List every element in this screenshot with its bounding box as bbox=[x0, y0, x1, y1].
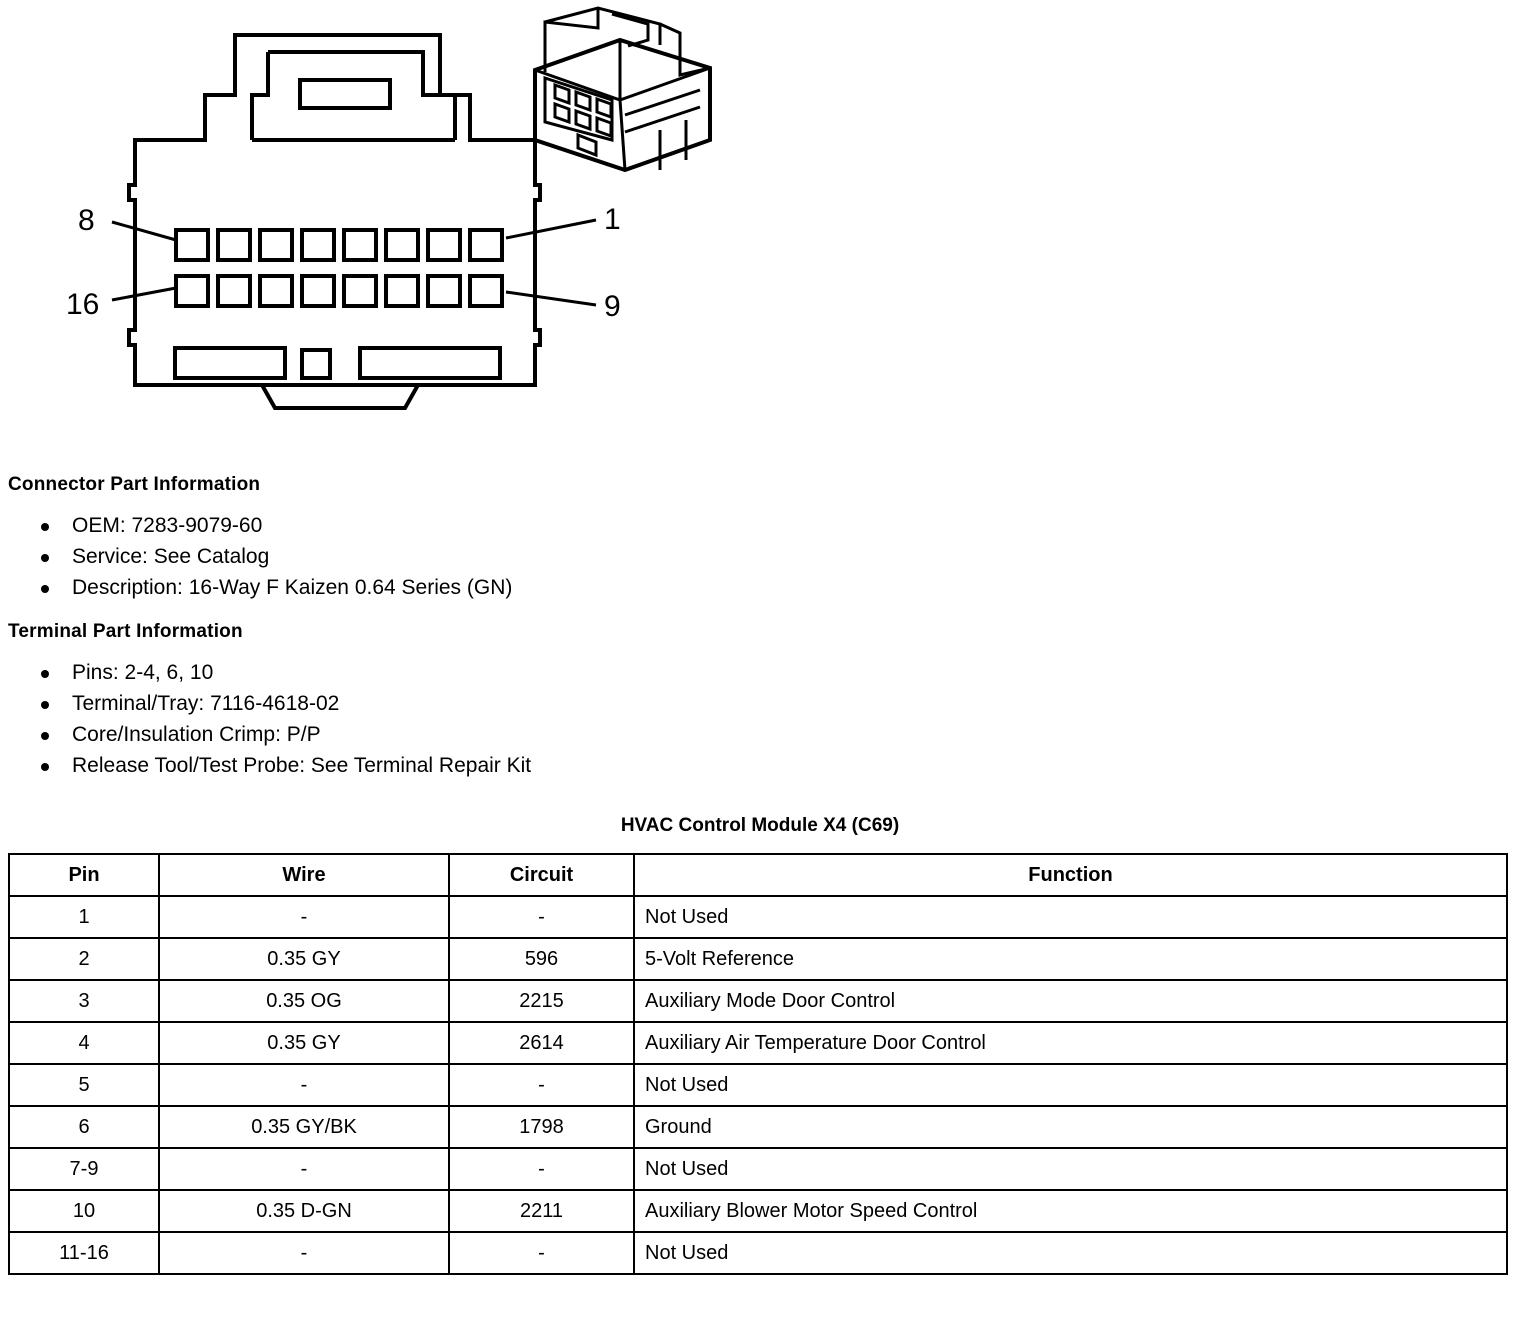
cell-pin: 3 bbox=[9, 980, 159, 1022]
cell-circuit: - bbox=[449, 896, 634, 938]
list-item: Release Tool/Test Probe: See Terminal Repair Kit bbox=[8, 750, 1520, 781]
cell-pin: 7-9 bbox=[9, 1148, 159, 1190]
cell-circuit: 2211 bbox=[449, 1190, 634, 1232]
connector-diagram bbox=[0, 0, 1520, 460]
cell-wire: - bbox=[159, 896, 449, 938]
pin-label-16: 16 bbox=[66, 288, 100, 321]
cell-wire: 0.35 GY bbox=[159, 938, 449, 980]
cell-function: Auxiliary Blower Motor Speed Control bbox=[634, 1190, 1507, 1232]
column-header-wire: Wire bbox=[159, 854, 449, 896]
cell-pin: 10 bbox=[9, 1190, 159, 1232]
table-header-row bbox=[9, 854, 1507, 896]
cell-pin: 5 bbox=[9, 1064, 159, 1106]
pin-label-9: 9 bbox=[604, 290, 621, 323]
cell-pin: 6 bbox=[9, 1106, 159, 1148]
table-row bbox=[9, 1148, 1507, 1190]
list-item: Terminal/Tray: 7116-4618-02 bbox=[8, 688, 1520, 719]
table-row bbox=[9, 938, 1507, 980]
cell-wire: 0.35 D-GN bbox=[159, 1190, 449, 1232]
cell-wire: - bbox=[159, 1148, 449, 1190]
cell-function: Not Used bbox=[634, 1148, 1507, 1190]
cell-function: 5-Volt Reference bbox=[634, 938, 1507, 980]
terminal-part-information-section bbox=[8, 621, 1520, 781]
pin-label-1: 1 bbox=[604, 203, 621, 236]
cell-circuit: 2614 bbox=[449, 1022, 634, 1064]
terminal-part-information-title: Terminal Part Information bbox=[8, 621, 243, 642]
table-row bbox=[9, 1190, 1507, 1232]
pin-table-title: HVAC Control Module X4 (C69) bbox=[620, 815, 900, 836]
cell-pin: 4 bbox=[9, 1022, 159, 1064]
cell-circuit: - bbox=[449, 1232, 634, 1274]
cell-circuit: - bbox=[449, 1148, 634, 1190]
cell-function: Not Used bbox=[634, 1232, 1507, 1274]
cell-wire: 0.35 OG bbox=[159, 980, 449, 1022]
terminal-part-information-list bbox=[8, 657, 1520, 781]
pin-label-8: 8 bbox=[78, 204, 95, 237]
table-row bbox=[9, 1064, 1507, 1106]
table-row bbox=[9, 1106, 1507, 1148]
cell-function: Auxiliary Air Temperature Door Control bbox=[634, 1022, 1507, 1064]
cell-circuit: 2215 bbox=[449, 980, 634, 1022]
connector-part-information-title: Connector Part Information bbox=[8, 474, 261, 495]
cell-wire: 0.35 GY/BK bbox=[159, 1106, 449, 1148]
cell-function: Not Used bbox=[634, 1064, 1507, 1106]
column-header-function: Function bbox=[634, 854, 1507, 896]
list-item: Pins: 2-4, 6, 10 bbox=[8, 657, 1520, 688]
cell-pin: 11-16 bbox=[9, 1232, 159, 1274]
cell-circuit: 1798 bbox=[449, 1106, 634, 1148]
cell-circuit: - bbox=[449, 1064, 634, 1106]
connector-part-information-section bbox=[8, 474, 1520, 603]
cell-wire: - bbox=[159, 1232, 449, 1274]
cell-function: Not Used bbox=[634, 896, 1507, 938]
cell-pin: 1 bbox=[9, 896, 159, 938]
cell-pin: 2 bbox=[9, 938, 159, 980]
cell-function: Auxiliary Mode Door Control bbox=[634, 980, 1507, 1022]
cell-wire: 0.35 GY bbox=[159, 1022, 449, 1064]
connector-illustration bbox=[0, 0, 1520, 460]
connector-part-information-list bbox=[8, 510, 1520, 603]
table-row bbox=[9, 980, 1507, 1022]
list-item: OEM: 7283-9079-60 bbox=[8, 510, 1520, 541]
pin-table bbox=[8, 853, 1508, 1275]
list-item: Description: 16-Way F Kaizen 0.64 Series (GN) bbox=[8, 572, 1520, 603]
cell-function: Ground bbox=[634, 1106, 1507, 1148]
table-row bbox=[9, 1022, 1507, 1064]
list-item: Core/Insulation Crimp: P/P bbox=[8, 719, 1520, 750]
cell-wire: - bbox=[159, 1064, 449, 1106]
column-header-circuit: Circuit bbox=[449, 854, 634, 896]
cell-circuit: 596 bbox=[449, 938, 634, 980]
table-row bbox=[9, 1232, 1507, 1274]
column-header-pin: Pin bbox=[9, 854, 159, 896]
list-item: Service: See Catalog bbox=[8, 541, 1520, 572]
table-row bbox=[9, 896, 1507, 938]
